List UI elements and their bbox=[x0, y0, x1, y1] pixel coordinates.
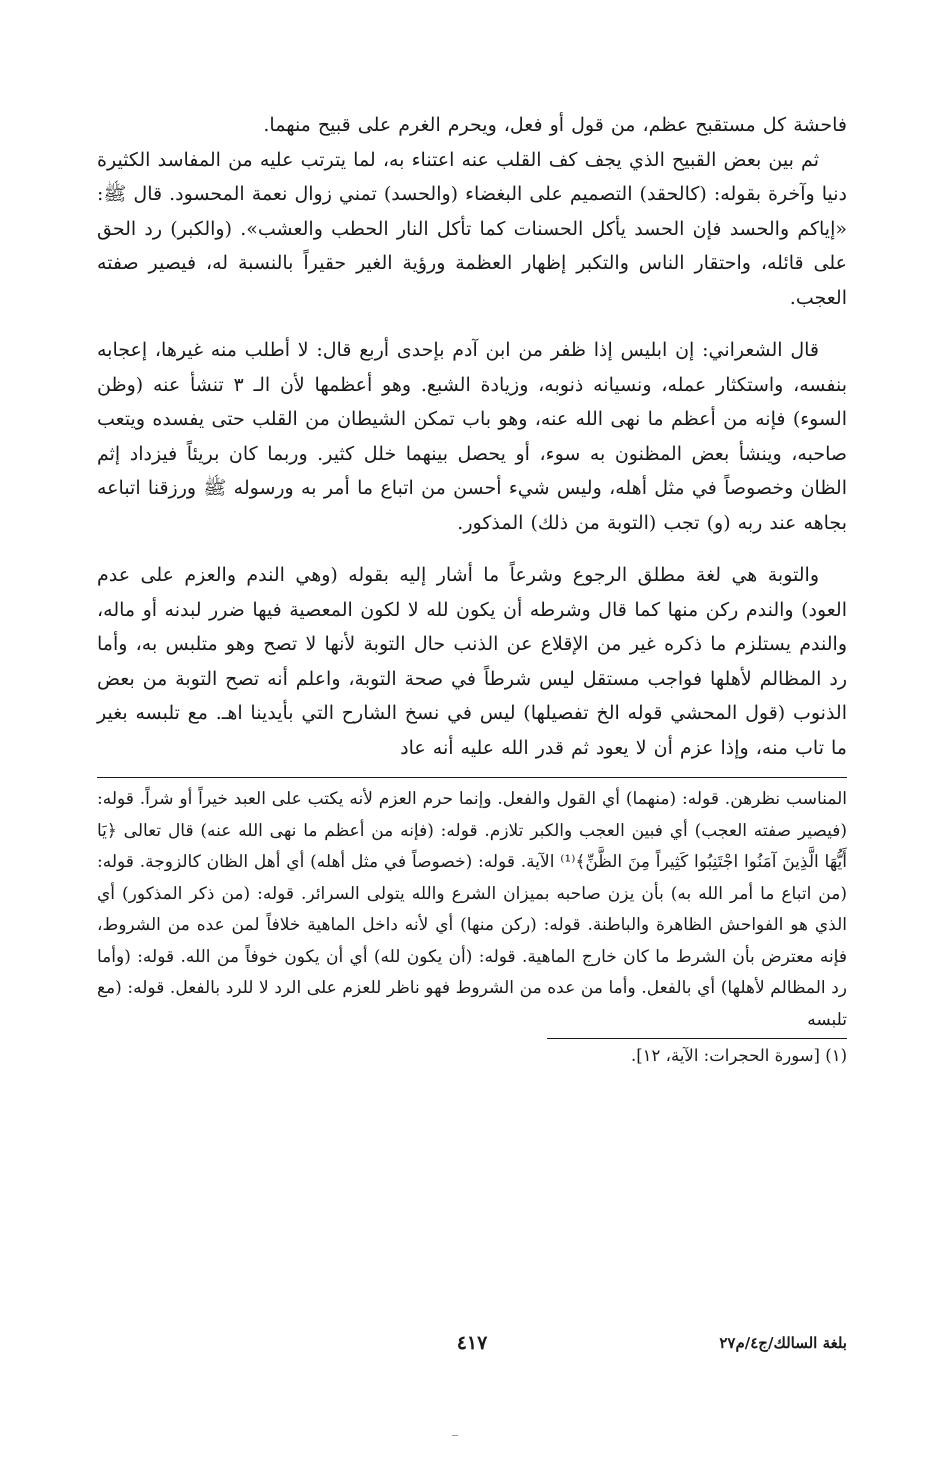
scan-mark bbox=[452, 1435, 458, 1436]
body-paragraph-1: فاحشة كل مستقبح عظم، من قول أو فعل، ويحرم الغرم على قبيح منهما. bbox=[263, 114, 847, 136]
body-paragraph-2: ثم بين بعض القبيح الذي يجف كف القلب عنه اعتناء به، لما يترتب عليه من المفاسد الكثيرة دنيا وآخرة بقوله: (كالحقد) التصميم على البغضاء (والحسد) تمني زوال نعمة المحسود. قال ﷺ: «إياكم والحسد فإن الحسد يأكل الحسنات كما تأكل النار الحطب والعشب». (والكبر) رد الحق على قائله، واحتقار الناس والتكبر إظهار العظمة ورؤية الغير حقيراً بالنسبة له، فيصير صفته العجب. bbox=[97, 148, 847, 309]
page-footer bbox=[97, 1332, 847, 1362]
body-paragraph-3: قال الشعراني: إن ابليس إذا ظفر من ابن آدم بإحدى أربع قال: لا أطلب منه غيرها، إعجابه بنفسه، واستكثار عمله، ونسيانه ذنوبه، وزيادة الشبع. وهو أعظمها لأن الـ ٣ تنشأ عنه (وظن السوء) فإنه من أعظم ما نهى الله عنه، وهو باب تمكن الشيطان من القلب حتى يفسده ويتعب صاحبه، وينشأ بعض المظنون به سوء، أو يحصل بينهما خلل كثير. وربما كان بريئاً فيزداد إثم الظان وخصوصاً في مثل أهله، وليس شيء أحسن من اتباع ما أمر به ورسوله ﷺ ورزقنا اتباعه بجاهه عند ربه (و) تجب (التوبة من ذلك) المذكور. bbox=[97, 339, 848, 534]
footnote-divider bbox=[547, 1038, 847, 1039]
volume-signature: بلغة السالك/ج٤/م٢٧ bbox=[719, 1334, 847, 1352]
paragraph-gap bbox=[97, 540, 847, 558]
page-number: ٤١٧ bbox=[456, 1332, 488, 1354]
footnote: (١) [سورة الحجرات: الآية، ١٢]. bbox=[630, 1046, 847, 1065]
page-content bbox=[97, 108, 847, 1071]
body-paragraph-4: والتوبة هي لغة مطلق الرجوع وشرعاً ما أشار إليه بقوله (وهي الندم والعزم على عدم العود) والندم ركن منها كما قال وشرطه أن يكون لله لا لكون المعصية فيها ضرر لبدنه أو ماله، والندم يستلزم ما ذكره غير من الإقلاع عن الذنب حال التوبة لأنها لا تصح وهو متلبس به، وأما رد المظالم لأهلها فواجب مستقل ليس شرطاً في صحة التوبة، واعلم أنه تصح التوبة من بعض الذنوب (قول المحشي قوله الخ تفصيلها) ليس في نسخ الشارح التي بأيدينا اهـ. مع تلبسه بغير ما تاب منه، وإذا عزم أن لا يعود ثم قدر الله عليه أنه عاد bbox=[97, 564, 847, 759]
paragraph-gap bbox=[97, 315, 847, 333]
commentary-notes: المناسب نظرهن. قوله: (منهما) أي القول والفعل. وإنما حرم العزم لأنه يكتب على العبد خيراً أو شراً. قوله: (فيصير صفته العجب) أي فبين العجب والكبر تلازم. قوله: (فإنه من أعظم ما نهى الله عنه) قال تعالى ﴿يَا أَيُّهَا الَّذِينَ آمَنُوا اجْتَنِبُوا كَثِيراً مِنَ الظَّنِّ﴾⁽¹⁾ الآية. قوله: (خصوصاً في مثل أهله) أي أهل الظان كالزوجة. قوله: (من اتباع ما أمر الله به) بأن يزن صاحبه بميزان الشرع والله يتولى السرائر. قوله: (من ذكر المذكور) أي الذي هو الفواحش الظاهرة والباطنة. قوله: (ركن منها) أي لأنه داخل الماهية خلافاً لمن عده من الشروط، فإنه معترض بأن الشرط ما كان خارج الماهية. قوله: (أن يكون لله) أي أن يكون خوفاً من الله. قوله: (وأما رد المظالم لأهلها) أي بالفعل. وأما من عده من الشروط فهو ناظر للعزم على الرد لا للرد بالفعل. قوله: (مع تلبسه bbox=[97, 789, 847, 1030]
